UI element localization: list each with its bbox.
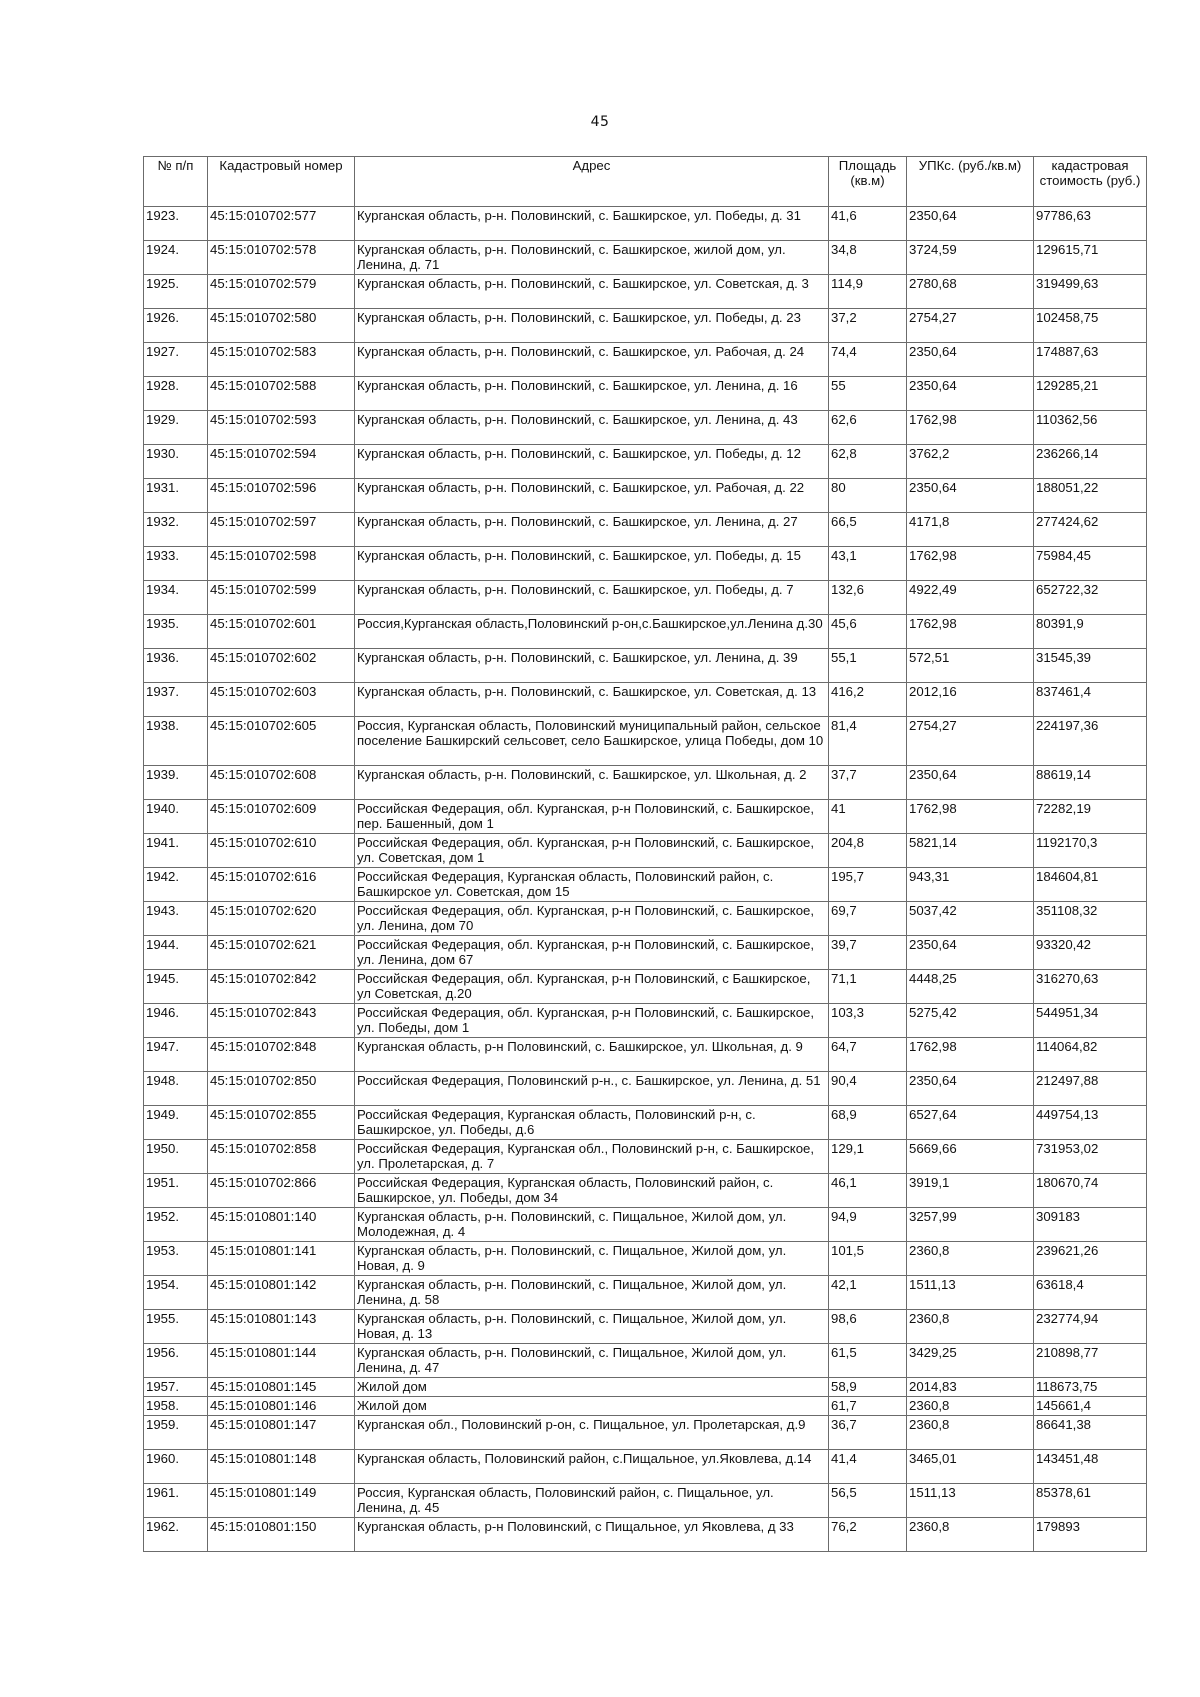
cadastral-cost: 449754,13	[1034, 1106, 1147, 1140]
row-number: 1947.	[144, 1038, 208, 1072]
table-row	[144, 411, 1147, 445]
row-number: 1954.	[144, 1276, 208, 1310]
cadastral-cost: 210898,77	[1034, 1344, 1147, 1378]
area: 61,7	[829, 1397, 907, 1416]
upks: 5669,66	[907, 1140, 1034, 1174]
upks: 3257,99	[907, 1208, 1034, 1242]
upks: 3724,59	[907, 241, 1034, 275]
header-address: Адрес	[355, 157, 829, 207]
table-row	[144, 479, 1147, 513]
upks: 2350,64	[907, 936, 1034, 970]
row-number: 1952.	[144, 1208, 208, 1242]
table-row	[144, 1416, 1147, 1450]
header-area: Площадь (кв.м)	[829, 157, 907, 207]
upks: 4171,8	[907, 513, 1034, 547]
upks: 3429,25	[907, 1344, 1034, 1378]
area: 94,9	[829, 1208, 907, 1242]
address: Курганская область, р-н. Половинский, с. Башкирское, ул. Рабочая, д. 24	[355, 343, 829, 377]
address: Курганская область, р-н. Половинский, с. Пищальное, Жилой дом, ул. Ленина, д. 58	[355, 1276, 829, 1310]
cadastral-number: 45:15:010702:583	[208, 343, 355, 377]
address: Курганская область, р-н. Половинский, с. Пищальное, Жилой дом, ул. Ленина, д. 47	[355, 1344, 829, 1378]
cadastral-number: 45:15:010702:855	[208, 1106, 355, 1140]
address: Курганская область, р-н. Половинский, с. Башкирское, жилой дом, ул. Ленина, д. 71	[355, 241, 829, 275]
address: Российская Федерация, обл. Курганская, р-н Половинский, с. Башкирское, пер. Башенный, дом 1	[355, 800, 829, 834]
table-row	[144, 1450, 1147, 1484]
address: Жилой дом	[355, 1397, 829, 1416]
cadastral-cost: 316270,63	[1034, 970, 1147, 1004]
area: 46,1	[829, 1174, 907, 1208]
upks: 1762,98	[907, 1038, 1034, 1072]
table-row	[144, 1397, 1147, 1416]
upks: 2360,8	[907, 1518, 1034, 1552]
table-row	[144, 1518, 1147, 1552]
upks: 5821,14	[907, 834, 1034, 868]
cadastral-number: 45:15:010801:143	[208, 1310, 355, 1344]
area: 62,8	[829, 445, 907, 479]
area: 55,1	[829, 649, 907, 683]
address: Российская Федерация, обл. Курганская, р-н Половинский, с. Башкирское, ул. Ленина, дом 67	[355, 936, 829, 970]
upks: 5275,42	[907, 1004, 1034, 1038]
row-number: 1933.	[144, 547, 208, 581]
cadastral-cost: 179893	[1034, 1518, 1147, 1552]
cadastral-number: 45:15:010702:579	[208, 275, 355, 309]
row-number: 1935.	[144, 615, 208, 649]
table-row	[144, 800, 1147, 834]
table-row	[144, 1004, 1147, 1038]
table-row	[144, 241, 1147, 275]
cadastral-cost: 180670,74	[1034, 1174, 1147, 1208]
cadastral-number: 45:15:010801:147	[208, 1416, 355, 1450]
cadastral-number: 45:15:010702:866	[208, 1174, 355, 1208]
cadastral-number: 45:15:010702:594	[208, 445, 355, 479]
upks: 2350,64	[907, 343, 1034, 377]
upks: 5037,42	[907, 902, 1034, 936]
address: Курганская область, р-н. Половинский, с. Башкирское, ул. Победы, д. 12	[355, 445, 829, 479]
address: Курганская область, р-н. Половинский, с. Башкирское, ул. Победы, д. 31	[355, 207, 829, 241]
row-number: 1940.	[144, 800, 208, 834]
cadastral-cost: 174887,63	[1034, 343, 1147, 377]
area: 61,5	[829, 1344, 907, 1378]
cadastral-number: 45:15:010702:850	[208, 1072, 355, 1106]
upks: 3919,1	[907, 1174, 1034, 1208]
area: 129,1	[829, 1140, 907, 1174]
table-row	[144, 834, 1147, 868]
upks: 6527,64	[907, 1106, 1034, 1140]
address: Курганская область, р-н Половинский, с Пищальное, ул Яковлева, д 33	[355, 1518, 829, 1552]
cadastral-number: 45:15:010702:610	[208, 834, 355, 868]
table-row	[144, 309, 1147, 343]
cadastral-cost: 110362,56	[1034, 411, 1147, 445]
cadastral-number: 45:15:010702:603	[208, 683, 355, 717]
cadastral-number: 45:15:010702:616	[208, 868, 355, 902]
cadastral-cost: 544951,34	[1034, 1004, 1147, 1038]
row-number: 1943.	[144, 902, 208, 936]
table-row	[144, 1072, 1147, 1106]
upks: 2012,16	[907, 683, 1034, 717]
row-number: 1925.	[144, 275, 208, 309]
cadastral-cost: 118673,75	[1034, 1378, 1147, 1397]
address: Россия, Курганская область, Половинский район, с. Пищальное, ул. Ленина, д. 45	[355, 1484, 829, 1518]
row-number: 1927.	[144, 343, 208, 377]
cadastral-cost: 277424,62	[1034, 513, 1147, 547]
address: Россия, Курганская область, Половинский муниципальный район, сельское поселение Башкирский сельсовет, село Башкирское, улица Победы, дом 10	[355, 717, 829, 766]
area: 66,5	[829, 513, 907, 547]
table-row	[144, 1242, 1147, 1276]
cadastral-number: 45:15:010702:609	[208, 800, 355, 834]
upks: 3465,01	[907, 1450, 1034, 1484]
address: Курганская обл., Половинский р-он, с. Пищальное, ул. Пролетарская, д.9	[355, 1416, 829, 1450]
area: 416,2	[829, 683, 907, 717]
cadastral-cost: 114064,82	[1034, 1038, 1147, 1072]
cadastral-number: 45:15:010801:144	[208, 1344, 355, 1378]
area: 39,7	[829, 936, 907, 970]
cadastral-number: 45:15:010702:605	[208, 717, 355, 766]
row-number: 1941.	[144, 834, 208, 868]
address: Российская Федерация, Половинский р-н., с. Башкирское, ул. Ленина, д. 51	[355, 1072, 829, 1106]
address: Курганская область, р-н. Половинский, с. Башкирское, ул. Ленина, д. 16	[355, 377, 829, 411]
row-number: 1962.	[144, 1518, 208, 1552]
row-number: 1950.	[144, 1140, 208, 1174]
upks: 2014,83	[907, 1378, 1034, 1397]
upks: 3762,2	[907, 445, 1034, 479]
upks: 1762,98	[907, 547, 1034, 581]
address: Курганская область, р-н. Половинский, с. Башкирское, ул. Победы, д. 23	[355, 309, 829, 343]
cadastral-cost: 97786,63	[1034, 207, 1147, 241]
address: Курганская область, р-н. Половинский, с. Пищальное, Жилой дом, ул. Молодежная, д. 4	[355, 1208, 829, 1242]
row-number: 1953.	[144, 1242, 208, 1276]
table-row	[144, 1038, 1147, 1072]
area: 62,6	[829, 411, 907, 445]
cadastral-cost: 72282,19	[1034, 800, 1147, 834]
area: 34,8	[829, 241, 907, 275]
row-number: 1959.	[144, 1416, 208, 1450]
header-cadastral-number: Кадастровый номер	[208, 157, 355, 207]
upks: 1762,98	[907, 615, 1034, 649]
row-number: 1960.	[144, 1450, 208, 1484]
table-row	[144, 1174, 1147, 1208]
row-number: 1926.	[144, 309, 208, 343]
area: 42,1	[829, 1276, 907, 1310]
area: 41	[829, 800, 907, 834]
cadastral-number: 45:15:010702:602	[208, 649, 355, 683]
cadastral-cost: 224197,36	[1034, 717, 1147, 766]
cadastral-number: 45:15:010702:843	[208, 1004, 355, 1038]
address: Россия,Курганская область,Половинский р-он,с.Башкирское,ул.Ленина д.30	[355, 615, 829, 649]
cadastral-number: 45:15:010702:598	[208, 547, 355, 581]
cadastral-number: 45:15:010702:577	[208, 207, 355, 241]
row-number: 1956.	[144, 1344, 208, 1378]
upks: 4448,25	[907, 970, 1034, 1004]
cadastral-cost: 1192170,3	[1034, 834, 1147, 868]
area: 64,7	[829, 1038, 907, 1072]
row-number: 1958.	[144, 1397, 208, 1416]
upks: 2360,8	[907, 1397, 1034, 1416]
table-row	[144, 1276, 1147, 1310]
cadastral-cost: 652722,32	[1034, 581, 1147, 615]
cadastral-cost: 145661,4	[1034, 1397, 1147, 1416]
cadastral-cost: 86641,38	[1034, 1416, 1147, 1450]
upks: 1511,13	[907, 1484, 1034, 1518]
table-row	[144, 1140, 1147, 1174]
cadastral-cost: 129285,21	[1034, 377, 1147, 411]
cadastral-cost: 88619,14	[1034, 766, 1147, 800]
table-row	[144, 547, 1147, 581]
table-row	[144, 766, 1147, 800]
upks: 2350,64	[907, 207, 1034, 241]
cadastral-number: 45:15:010702:593	[208, 411, 355, 445]
table-row	[144, 683, 1147, 717]
table-row	[144, 343, 1147, 377]
row-number: 1945.	[144, 970, 208, 1004]
row-number: 1928.	[144, 377, 208, 411]
page-number: 45	[590, 114, 610, 130]
area: 76,2	[829, 1518, 907, 1552]
cadastral-number: 45:15:010801:140	[208, 1208, 355, 1242]
row-number: 1942.	[144, 868, 208, 902]
cadastral-cost: 319499,63	[1034, 275, 1147, 309]
upks: 2360,8	[907, 1242, 1034, 1276]
cadastral-number: 45:15:010702:596	[208, 479, 355, 513]
row-number: 1934.	[144, 581, 208, 615]
address: Курганская область, р-н. Половинский, с. Башкирское, ул. Советская, д. 3	[355, 275, 829, 309]
table-row	[144, 868, 1147, 902]
cadastral-cost: 184604,81	[1034, 868, 1147, 902]
cadastral-cost: 731953,02	[1034, 1140, 1147, 1174]
cadastral-cost: 85378,61	[1034, 1484, 1147, 1518]
address: Курганская область, р-н. Половинский, с. Пищальное, Жилой дом, ул. Новая, д. 9	[355, 1242, 829, 1276]
table-row	[144, 1344, 1147, 1378]
cadastral-number: 45:15:010702:858	[208, 1140, 355, 1174]
row-number: 1946.	[144, 1004, 208, 1038]
row-number: 1929.	[144, 411, 208, 445]
area: 43,1	[829, 547, 907, 581]
address: Курганская область, р-н. Половинский, с. Башкирское, ул. Ленина, д. 39	[355, 649, 829, 683]
row-number: 1944.	[144, 936, 208, 970]
table-row	[144, 581, 1147, 615]
upks: 2350,64	[907, 377, 1034, 411]
area: 103,3	[829, 1004, 907, 1038]
cadastral-number: 45:15:010801:148	[208, 1450, 355, 1484]
cadastral-number: 45:15:010801:146	[208, 1397, 355, 1416]
row-number: 1951.	[144, 1174, 208, 1208]
address: Жилой дом	[355, 1378, 829, 1397]
address: Курганская область, р-н. Половинский, с. Башкирское, ул. Рабочая, д. 22	[355, 479, 829, 513]
row-number: 1957.	[144, 1378, 208, 1397]
cadastral-cost: 129615,71	[1034, 241, 1147, 275]
table-row	[144, 1208, 1147, 1242]
table-header-row	[144, 157, 1147, 207]
address: Курганская область, р-н. Половинский, с. Башкирское, ул. Школьная, д. 2	[355, 766, 829, 800]
cadastral-number: 45:15:010702:608	[208, 766, 355, 800]
cadastral-cost: 93320,42	[1034, 936, 1147, 970]
area: 68,9	[829, 1106, 907, 1140]
row-number: 1949.	[144, 1106, 208, 1140]
table-row	[144, 1106, 1147, 1140]
address: Курганская область, р-н. Половинский, с. Пищальное, Жилой дом, ул. Новая, д. 13	[355, 1310, 829, 1344]
address: Российская Федерация, Курганская область, Половинский район, с. Башкирское ул. Советская, дом 15	[355, 868, 829, 902]
cadastral-number: 45:15:010801:149	[208, 1484, 355, 1518]
table-row	[144, 207, 1147, 241]
cadastral-number: 45:15:010702:842	[208, 970, 355, 1004]
cadastral-number: 45:15:010702:580	[208, 309, 355, 343]
cadastral-cost: 212497,88	[1034, 1072, 1147, 1106]
row-number: 1923.	[144, 207, 208, 241]
address: Курганская область, р-н Половинский, с. Башкирское, ул. Школьная, д. 9	[355, 1038, 829, 1072]
cadastral-cost: 239621,26	[1034, 1242, 1147, 1276]
address: Российская Федерация, обл. Курганская, р-н Половинский, с. Башкирское, ул. Советская, дом 1	[355, 834, 829, 868]
address: Курганская область, р-н. Половинский, с. Башкирское, ул. Ленина, д. 43	[355, 411, 829, 445]
cadastral-number: 45:15:010702:848	[208, 1038, 355, 1072]
upks: 1511,13	[907, 1276, 1034, 1310]
area: 80	[829, 479, 907, 513]
table-row	[144, 649, 1147, 683]
cadastral-number: 45:15:010702:601	[208, 615, 355, 649]
area: 41,6	[829, 207, 907, 241]
cadastral-table	[143, 156, 1147, 1552]
row-number: 1961.	[144, 1484, 208, 1518]
area: 36,7	[829, 1416, 907, 1450]
address: Курганская область, р-н. Половинский, с. Башкирское, ул. Победы, д. 15	[355, 547, 829, 581]
address: Курганская область, р-н. Половинский, с. Башкирское, ул. Победы, д. 7	[355, 581, 829, 615]
table-row	[144, 970, 1147, 1004]
cadastral-number: 45:15:010801:150	[208, 1518, 355, 1552]
row-number: 1931.	[144, 479, 208, 513]
area: 101,5	[829, 1242, 907, 1276]
address: Российская Федерация, Курганская область, Половинский район, с. Башкирское, ул. Победы, дом 34	[355, 1174, 829, 1208]
upks: 2360,8	[907, 1310, 1034, 1344]
area: 74,4	[829, 343, 907, 377]
cadastral-number: 45:15:010702:620	[208, 902, 355, 936]
table-row	[144, 445, 1147, 479]
table-row	[144, 902, 1147, 936]
cadastral-cost: 80391,9	[1034, 615, 1147, 649]
table-row	[144, 1310, 1147, 1344]
upks: 2754,27	[907, 309, 1034, 343]
area: 81,4	[829, 717, 907, 766]
area: 56,5	[829, 1484, 907, 1518]
address: Российская Федерация, Курганская обл., Половинский р-н, с. Башкирское, ул. Пролетарская, д. 7	[355, 1140, 829, 1174]
cadastral-number: 45:15:010702:621	[208, 936, 355, 970]
cadastral-cost: 351108,32	[1034, 902, 1147, 936]
row-number: 1936.	[144, 649, 208, 683]
row-number: 1932.	[144, 513, 208, 547]
upks: 2350,64	[907, 1072, 1034, 1106]
row-number: 1955.	[144, 1310, 208, 1344]
row-number: 1938.	[144, 717, 208, 766]
table-row	[144, 717, 1147, 766]
upks: 572,51	[907, 649, 1034, 683]
table-row	[144, 615, 1147, 649]
address: Российская Федерация, обл. Курганская, р-н Половинский, с. Башкирское, ул. Ленина, дом 70	[355, 902, 829, 936]
address: Российская Федерация, обл. Курганская, р-н Половинский, с Башкирское, ул Советская, д.20	[355, 970, 829, 1004]
row-number: 1930.	[144, 445, 208, 479]
cadastral-cost: 309183	[1034, 1208, 1147, 1242]
cadastral-number: 45:15:010702:588	[208, 377, 355, 411]
upks: 943,31	[907, 868, 1034, 902]
header-upks: УПКс. (руб./кв.м)	[907, 157, 1034, 207]
upks: 1762,98	[907, 800, 1034, 834]
area: 37,2	[829, 309, 907, 343]
cadastral-number: 45:15:010702:578	[208, 241, 355, 275]
area: 90,4	[829, 1072, 907, 1106]
address: Курганская область, р-н. Половинский, с. Башкирское, ул. Ленина, д. 27	[355, 513, 829, 547]
cadastral-cost: 102458,75	[1034, 309, 1147, 343]
cadastral-cost: 31545,39	[1034, 649, 1147, 683]
address: Курганская область, р-н. Половинский, с. Башкирское, ул. Советская, д. 13	[355, 683, 829, 717]
area: 98,6	[829, 1310, 907, 1344]
area: 132,6	[829, 581, 907, 615]
table-row	[144, 275, 1147, 309]
cadastral-cost: 143451,48	[1034, 1450, 1147, 1484]
upks: 2754,27	[907, 717, 1034, 766]
cadastral-cost: 75984,45	[1034, 547, 1147, 581]
upks: 2360,8	[907, 1416, 1034, 1450]
area: 114,9	[829, 275, 907, 309]
table-row	[144, 1378, 1147, 1397]
area: 195,7	[829, 868, 907, 902]
upks: 2350,64	[907, 479, 1034, 513]
row-number: 1948.	[144, 1072, 208, 1106]
address: Российская Федерация, обл. Курганская, р-н Половинский, с. Башкирское, ул. Победы, дом 1	[355, 1004, 829, 1038]
cadastral-number: 45:15:010801:141	[208, 1242, 355, 1276]
row-number: 1924.	[144, 241, 208, 275]
cadastral-number: 45:15:010801:142	[208, 1276, 355, 1310]
area: 45,6	[829, 615, 907, 649]
upks: 2780,68	[907, 275, 1034, 309]
address: Российская Федерация, Курганская область, Половинский р-н, с. Башкирское, ул. Победы, д.6	[355, 1106, 829, 1140]
area: 41,4	[829, 1450, 907, 1484]
cadastral-cost: 232774,94	[1034, 1310, 1147, 1344]
table-row	[144, 936, 1147, 970]
cadastral-cost: 236266,14	[1034, 445, 1147, 479]
header-cadastral-cost: кадастровая стоимость (руб.)	[1034, 157, 1147, 207]
area: 37,7	[829, 766, 907, 800]
table-row	[144, 513, 1147, 547]
row-number: 1937.	[144, 683, 208, 717]
area: 58,9	[829, 1378, 907, 1397]
area: 69,7	[829, 902, 907, 936]
cadastral-cost: 63618,4	[1034, 1276, 1147, 1310]
area: 71,1	[829, 970, 907, 1004]
cadastral-number: 45:15:010702:597	[208, 513, 355, 547]
header-num: № п/п	[144, 157, 208, 207]
upks: 2350,64	[907, 766, 1034, 800]
table-row	[144, 1484, 1147, 1518]
upks: 4922,49	[907, 581, 1034, 615]
cadastral-cost: 837461,4	[1034, 683, 1147, 717]
cadastral-cost: 188051,22	[1034, 479, 1147, 513]
cadastral-number: 45:15:010801:145	[208, 1378, 355, 1397]
table-row	[144, 377, 1147, 411]
row-number: 1939.	[144, 766, 208, 800]
area: 55	[829, 377, 907, 411]
area: 204,8	[829, 834, 907, 868]
address: Курганская область, Половинский район, с.Пищальное, ул.Яковлева, д.14	[355, 1450, 829, 1484]
cadastral-number: 45:15:010702:599	[208, 581, 355, 615]
upks: 1762,98	[907, 411, 1034, 445]
